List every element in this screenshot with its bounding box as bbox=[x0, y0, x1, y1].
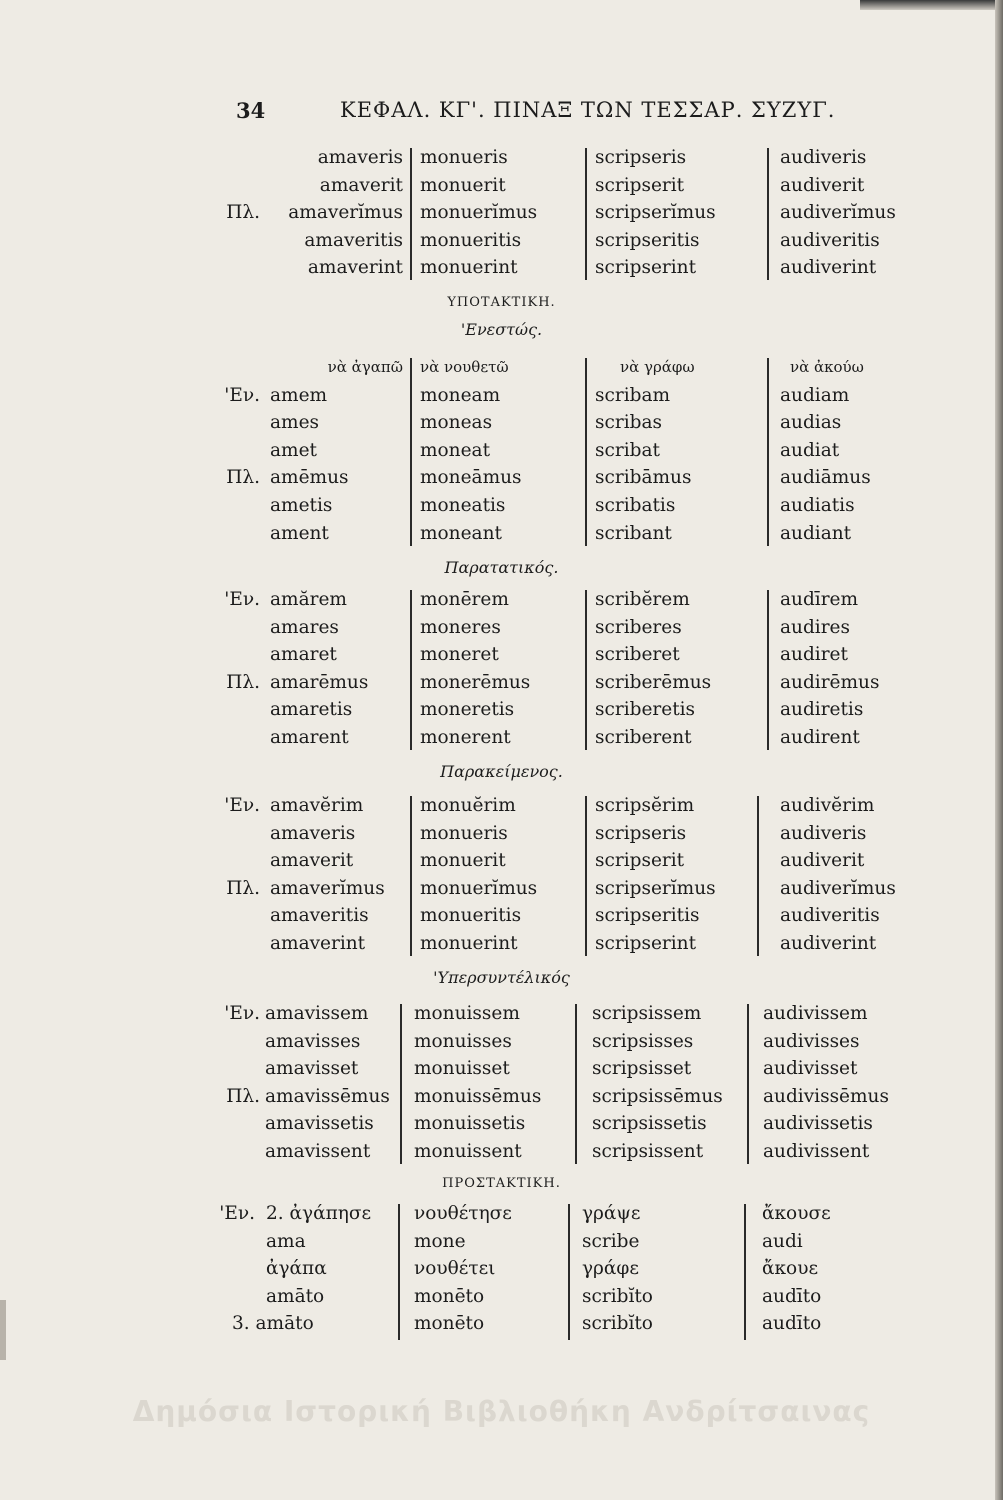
cell-monere: moneret bbox=[420, 644, 499, 666]
cell-monere: monēto bbox=[414, 1313, 485, 1335]
table-block-imperfect bbox=[0, 586, 1003, 752]
cell-monere: monuerint bbox=[420, 257, 518, 279]
cell-amare: amaveritis bbox=[270, 905, 369, 927]
cell-monere: moneas bbox=[420, 412, 493, 434]
cell-amare: amaveritis bbox=[304, 229, 403, 251]
number-label: 'Εν. bbox=[224, 384, 260, 406]
cell-scribere: scripserint bbox=[595, 932, 697, 954]
cell-scribere: scribam bbox=[595, 384, 671, 406]
cell-amare: 2. ἀγάπησε bbox=[266, 1203, 372, 1224]
cell-amare: amaverĭmus bbox=[288, 202, 403, 224]
cell-scribere: scribĕrem bbox=[595, 589, 690, 610]
table-row bbox=[0, 875, 1003, 903]
cell-audire: audi bbox=[762, 1230, 803, 1252]
table-row bbox=[0, 902, 1003, 930]
cell-scribere: scripserĭmus bbox=[595, 877, 716, 899]
cell-scribere: scripsisses bbox=[592, 1030, 694, 1052]
table-row bbox=[0, 1228, 1003, 1256]
cell-scribere: scripsissem bbox=[592, 1003, 702, 1024]
number-label: 'Εν. bbox=[224, 1003, 260, 1024]
cell-scribere: scriberetis bbox=[595, 699, 696, 721]
cell-scribere: scripserĭmus bbox=[595, 202, 716, 224]
cell-audire: audivisset bbox=[763, 1058, 858, 1080]
cell-scribere: scribant bbox=[595, 522, 672, 544]
cell-scribere: scripsissēmus bbox=[592, 1085, 723, 1107]
cell-monere: monuĕrim bbox=[420, 795, 516, 816]
cell-amare: amavissent bbox=[265, 1140, 371, 1162]
cell-audire: audiverit bbox=[780, 850, 865, 872]
table-row bbox=[0, 1200, 1003, 1228]
cell-audire: audivisses bbox=[763, 1030, 860, 1052]
table-row bbox=[0, 820, 1003, 848]
cell-amare: amavisset bbox=[265, 1058, 359, 1080]
cell-audire: audiam bbox=[780, 384, 850, 406]
cell-audire: audiant bbox=[780, 522, 852, 544]
cell-audire: audiverit bbox=[780, 174, 865, 196]
section-title-imperative: ΠΡΟΣΤΑΚΤΙΚΗ. bbox=[442, 1176, 561, 1191]
table-row bbox=[0, 172, 1003, 200]
cell-monere: monuissem bbox=[414, 1003, 520, 1024]
cell-monere: moneam bbox=[420, 384, 501, 406]
table-row bbox=[0, 1138, 1003, 1166]
table-row bbox=[0, 669, 1003, 697]
tense-title-present: 'Ενεστώς. bbox=[460, 320, 543, 339]
cell-scribere: scriberent bbox=[595, 726, 692, 748]
cell-audire: audiatis bbox=[780, 494, 855, 516]
cell-amare: amaveris bbox=[317, 147, 403, 168]
cell-monere: monuerĭmus bbox=[420, 877, 538, 899]
table-row bbox=[0, 724, 1003, 752]
cell-amare: amavissetis bbox=[265, 1113, 374, 1135]
cell-audire: audiverĭmus bbox=[780, 202, 896, 224]
cell-monere: monueris bbox=[420, 822, 508, 844]
cell-monere: monēto bbox=[414, 1285, 485, 1307]
cell-amare: amēmus bbox=[270, 467, 349, 489]
cell-scribere: scriberes bbox=[595, 616, 682, 638]
table-row bbox=[0, 1000, 1003, 1028]
table-row bbox=[0, 847, 1003, 875]
cell-amare: amaret bbox=[270, 644, 337, 666]
page-header bbox=[0, 98, 1003, 132]
cell-scribere: γράψε bbox=[582, 1203, 641, 1224]
table-row bbox=[0, 464, 1003, 492]
page-edge-top bbox=[860, 0, 1003, 10]
cell-monere: monerēmus bbox=[420, 671, 531, 693]
cell-amare: ames bbox=[270, 412, 320, 434]
cell-scribere: scribāmus bbox=[595, 467, 692, 489]
cell-amare: amavĕrim bbox=[270, 795, 364, 816]
cell-audire: audivĕrim bbox=[780, 795, 875, 816]
cell-amare: ament bbox=[270, 522, 329, 544]
cell-audire: audiveritis bbox=[780, 905, 880, 927]
table-row bbox=[0, 1083, 1003, 1111]
cell-scribere: scripserint bbox=[595, 257, 697, 279]
cell-audire: audirēmus bbox=[780, 671, 880, 693]
number-label: 'Εν. bbox=[224, 795, 260, 816]
cell-audire: audiretis bbox=[780, 699, 864, 721]
table-row bbox=[0, 1310, 1003, 1338]
cell-scribere: scripsisset bbox=[592, 1058, 692, 1080]
cell-monere: νὰ νουθετῶ bbox=[420, 358, 509, 376]
table-row bbox=[0, 1110, 1003, 1138]
cell-monere: mone bbox=[414, 1230, 466, 1252]
cell-scribere: νὰ γράφω bbox=[620, 358, 695, 376]
cell-amare: amem bbox=[270, 384, 328, 406]
cell-amare: amărem bbox=[270, 589, 347, 610]
cell-amare: amares bbox=[270, 616, 339, 638]
cell-audire: audīrem bbox=[780, 589, 859, 610]
cell-monere: νουθέτει bbox=[414, 1258, 496, 1280]
cell-scribere: scribatis bbox=[595, 494, 676, 516]
cell-monere: moneatis bbox=[420, 494, 506, 516]
cell-monere: monueritis bbox=[420, 229, 522, 251]
cell-scribere: scripsĕrim bbox=[595, 795, 695, 816]
cell-amare: ama bbox=[266, 1230, 306, 1252]
cell-amare: νὰ ἀγαπῶ bbox=[327, 358, 403, 376]
cell-monere: monuerit bbox=[420, 174, 506, 196]
cell-amare: amavissēmus bbox=[265, 1085, 390, 1107]
table-block-imperative bbox=[0, 1200, 1003, 1338]
cell-audire: audivissēmus bbox=[763, 1085, 889, 1107]
cell-audire: audiat bbox=[780, 439, 840, 461]
cell-audire: audiāmus bbox=[780, 467, 871, 489]
cell-amare: amavissem bbox=[265, 1003, 369, 1024]
cell-audire: audirent bbox=[780, 726, 860, 748]
table-row bbox=[0, 144, 1003, 172]
cell-amare: amarent bbox=[270, 726, 349, 748]
library-watermark: Δημόσια Ιστορική Βιβλιοθήκη Ανδρίτσαινας bbox=[132, 1395, 871, 1428]
number-label: Πλ. bbox=[226, 671, 260, 693]
cell-amare: ἀγάπα bbox=[266, 1258, 327, 1280]
number-label: 'Εν. bbox=[224, 589, 260, 610]
cell-audire: ἄκουε bbox=[762, 1258, 819, 1280]
cell-monere: monuerint bbox=[420, 932, 518, 954]
table-row bbox=[0, 382, 1003, 410]
cell-audire: audiveris bbox=[780, 147, 867, 168]
section-title-subjunctive: ΥΠΟΤΑΚΤΙΚΗ. bbox=[447, 295, 556, 310]
table-row bbox=[0, 254, 1003, 282]
table-row bbox=[0, 354, 1003, 382]
cell-audire: audivissetis bbox=[763, 1113, 873, 1135]
table-row bbox=[0, 1055, 1003, 1083]
cell-audire: audīto bbox=[762, 1313, 822, 1335]
table-row bbox=[0, 586, 1003, 614]
table-row bbox=[0, 520, 1003, 548]
cell-monere: monuissēmus bbox=[414, 1085, 542, 1107]
cell-audire: audiverĭmus bbox=[780, 877, 896, 899]
cell-amare: amaverĭmus bbox=[270, 877, 385, 899]
page-number: 34 bbox=[236, 98, 266, 123]
cell-amare: amarēmus bbox=[270, 671, 369, 693]
table-block-perfect bbox=[0, 792, 1003, 958]
table-block-pluperfect bbox=[0, 1000, 1003, 1166]
table-row bbox=[0, 1255, 1003, 1283]
table-row bbox=[0, 792, 1003, 820]
number-label: Πλ. bbox=[226, 1085, 260, 1107]
table-row bbox=[0, 1028, 1003, 1056]
cell-amare: 3. amāto bbox=[232, 1313, 314, 1335]
cell-audire: audīto bbox=[762, 1285, 822, 1307]
cell-scribere: γράφε bbox=[582, 1258, 639, 1280]
table-row bbox=[0, 227, 1003, 255]
cell-monere: monerent bbox=[420, 726, 511, 748]
cell-amare: amaverint bbox=[307, 257, 403, 279]
cell-scribere: scribat bbox=[595, 439, 660, 461]
number-label: 'Εν. bbox=[219, 1203, 255, 1224]
cell-audire: audiverint bbox=[780, 932, 877, 954]
cell-monere: moneat bbox=[420, 439, 491, 461]
cell-amare: ametis bbox=[270, 494, 333, 516]
cell-monere: monuissetis bbox=[414, 1113, 526, 1135]
cell-audire: audiret bbox=[780, 644, 848, 666]
cell-scribere: scripseritis bbox=[595, 905, 700, 927]
cell-monere: monērem bbox=[420, 589, 509, 610]
cell-monere: monuisset bbox=[414, 1058, 510, 1080]
cell-scribere: scripserit bbox=[595, 174, 685, 196]
running-title: ΚΕΦΑΛ. ΚΓ'. ΠΙΝΑΞ ΤΩΝ ΤΕΣΣΑΡ. ΣΥΖΥΓ. bbox=[340, 98, 836, 122]
cell-amare: amet bbox=[270, 439, 317, 461]
number-label: Πλ. bbox=[226, 467, 260, 489]
cell-scribere: scriberet bbox=[595, 644, 680, 666]
cell-audire: audivissem bbox=[763, 1003, 868, 1024]
cell-scribere: scripsissent bbox=[592, 1140, 704, 1162]
cell-monere: monueris bbox=[420, 147, 508, 168]
table-row bbox=[0, 199, 1003, 227]
table-row bbox=[0, 437, 1003, 465]
tense-title-pluperfect: 'Υπερσυντέλικός bbox=[433, 968, 570, 987]
cell-scribere: scripseris bbox=[595, 822, 687, 844]
cell-scribere: scripsissetis bbox=[592, 1113, 707, 1135]
table-block-present bbox=[0, 354, 1003, 547]
table-block-a bbox=[0, 144, 1003, 282]
cell-monere: moneant bbox=[420, 522, 502, 544]
cell-monere: monuerit bbox=[420, 850, 506, 872]
cell-scribere: scriberēmus bbox=[595, 671, 712, 693]
cell-scribere: scribas bbox=[595, 412, 662, 434]
cell-amare: amaretis bbox=[270, 699, 353, 721]
tense-title-imperfect: Παρατατικός. bbox=[444, 558, 559, 577]
table-row bbox=[0, 492, 1003, 520]
cell-audire: audires bbox=[780, 616, 850, 638]
cell-scribere: scripseris bbox=[595, 147, 687, 168]
cell-monere: νουθέτησε bbox=[414, 1203, 512, 1224]
cell-amare: amāto bbox=[266, 1285, 325, 1307]
cell-scribere: scribĭto bbox=[582, 1285, 653, 1307]
tense-title-perfect: Παρακείμενος. bbox=[440, 762, 563, 781]
cell-scribere: scripserit bbox=[595, 850, 685, 872]
number-label: Πλ. bbox=[226, 877, 260, 899]
cell-scribere: scribĭto bbox=[582, 1313, 653, 1335]
cell-scribere: scripseritis bbox=[595, 229, 700, 251]
cell-monere: moneres bbox=[420, 616, 501, 638]
cell-amare: amaverit bbox=[270, 850, 354, 872]
cell-audire: audiveris bbox=[780, 822, 867, 844]
cell-audire: audiverint bbox=[780, 257, 877, 279]
number-label: Πλ. bbox=[226, 202, 260, 224]
cell-monere: monuissent bbox=[414, 1140, 522, 1162]
cell-audire: ἄκουσε bbox=[762, 1203, 831, 1224]
cell-scribere: scribe bbox=[582, 1230, 640, 1252]
cell-audire: audivissent bbox=[763, 1140, 870, 1162]
cell-amare: amaveris bbox=[270, 822, 356, 844]
cell-audire: νὰ ἀκούω bbox=[790, 358, 864, 376]
cell-amare: amavisses bbox=[265, 1030, 361, 1052]
cell-audire: audias bbox=[780, 412, 842, 434]
cell-amare: amaverit bbox=[319, 174, 403, 196]
table-row bbox=[0, 614, 1003, 642]
cell-audire: audiveritis bbox=[780, 229, 880, 251]
table-row bbox=[0, 641, 1003, 669]
table-row bbox=[0, 930, 1003, 958]
table-row bbox=[0, 1283, 1003, 1311]
table-row bbox=[0, 409, 1003, 437]
cell-monere: moneretis bbox=[420, 699, 515, 721]
table-row bbox=[0, 696, 1003, 724]
cell-amare: amaverint bbox=[270, 932, 366, 954]
cell-monere: moneāmus bbox=[420, 467, 522, 489]
cell-monere: monueritis bbox=[420, 905, 522, 927]
cell-monere: monuerĭmus bbox=[420, 202, 538, 224]
cell-monere: monuisses bbox=[414, 1030, 512, 1052]
